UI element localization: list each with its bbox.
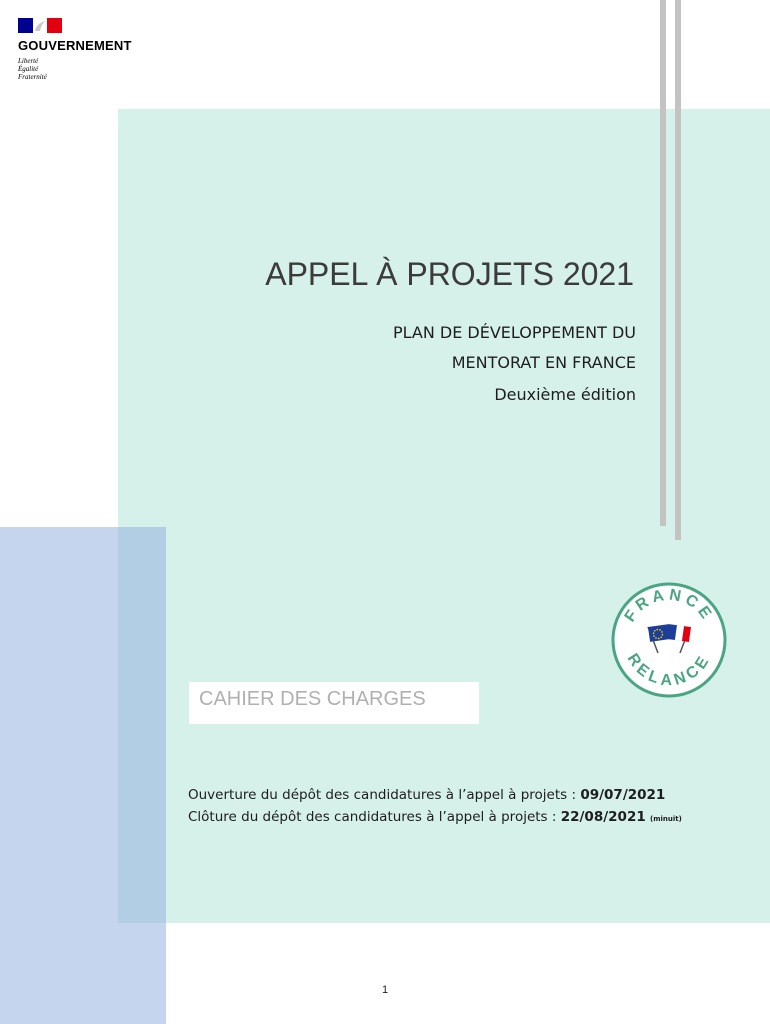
subtitle-line-2: MENTORAT EN FRANCE: [451, 353, 636, 372]
closing-date: 22/08/2021: [560, 809, 646, 825]
cover-title: APPEL À PROJETS 2021: [265, 256, 634, 292]
closing-note: (minuit): [650, 815, 682, 823]
motto-liberte: Liberté: [18, 57, 39, 65]
decorative-bar-left: [660, 0, 666, 526]
badge-top-text: FRANCE: [621, 586, 717, 626]
government-logo: [18, 18, 168, 81]
document-type-label: CAHIER DES CHARGES: [189, 682, 479, 724]
edition-label: Deuxième édition: [494, 385, 636, 404]
opening-date-line: [188, 784, 748, 806]
closing-label: Clôture du dépôt des candidatures à l’appel à projets :: [188, 809, 561, 825]
cover-subtitle: [200, 318, 636, 378]
decorative-bar-right: [675, 0, 681, 540]
marianne-flag-icon: [18, 18, 62, 33]
badge-bottom-text: RELANCE: [623, 650, 715, 690]
cover-blue-panel: [0, 527, 166, 1024]
application-dates: [188, 784, 748, 830]
opening-label: Ouverture du dépôt des candidatures à l’appel à projets :: [188, 787, 581, 803]
opening-date: 09/07/2021: [580, 787, 666, 803]
france-relance-logo-icon: [610, 581, 728, 699]
government-name: GOUVERNEMENT: [18, 38, 132, 53]
france-relance-badge: [610, 581, 728, 699]
motto-fraternite: Fraternité: [18, 73, 47, 81]
subtitle-line-1: PLAN DE DÉVELOPPEMENT DU: [392, 323, 636, 342]
republic-motto: [18, 57, 168, 81]
page-number: 1: [381, 984, 389, 996]
motto-egalite: Égalité: [18, 65, 39, 73]
closing-date-line: [188, 806, 748, 830]
